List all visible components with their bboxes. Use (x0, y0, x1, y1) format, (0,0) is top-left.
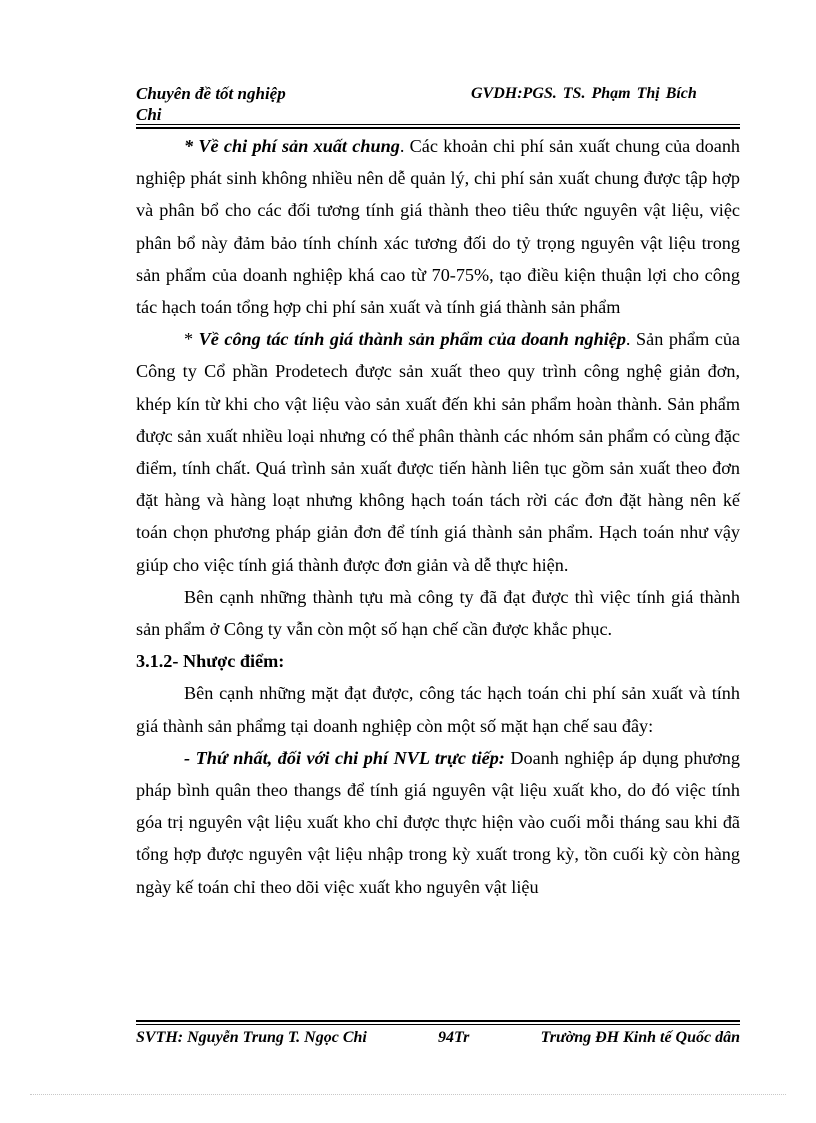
paragraph-lead: - Thứ nhất, đối với chi phí NVL trực tiếp: (184, 747, 505, 768)
section-heading: 3.1.2- Nhược điểm: (136, 651, 285, 672)
paragraph-text: Doanh nghiệp áp dụng phương pháp bình quân theo thangs để tính giá nguyên vật liệu xuất kho, do đó việc tính góa trị nguyên vật liệu xuất kho chỉ được thực hiện vào cuối mỗi tháng sau khi đã tổng hợp được nguyên vật liệu nhập trong kỳ xuất trong kỳ, tồn cuối kỳ còn hàng ngày kế toán chỉ theo dõi việc xuất kho nguyên vật liệu (136, 747, 740, 897)
header-supervisor-continuation: Chi (136, 105, 162, 124)
paragraph-text: . Sản phẩm của Công ty Cổ phần Prodetech được sản xuất theo quy trình công nghệ giản đơn, khép kín từ khi cho vật liệu vào sản xuất đến khi sản phẩm hoàn thành. Sản phẩm được sản xuất nhiều loại nhưng có thể phân thành các nhóm sản phẩm có cùng đặc điểm, tính chất. Quá trình sản xuất được tiến hành liên tục gồm sản xuất theo đơn đặt hàng và hàng loạt nhưng không hạch toán tách rời các đơn đặt hàng nên kế toán chọn phương pháp giản đơn để tính giá thành sản phẩm. Hạch toán như vậy giúp cho việc tính giá thành được đơn giản và dễ thực hiện. (136, 329, 740, 575)
paragraph-weaknesses: Bên cạnh những mặt đạt được, công tác hạch toán chi phí sản xuất và tính giá thành sản phẩmg tại doanh nghiệp còn một số mặt hạn chế sau đây: (136, 683, 740, 736)
paragraph-lead: Về công tác tính giá thành sản phẩm của doanh nghiệp (198, 329, 626, 350)
paragraph-overhead-cost (136, 130, 740, 323)
paragraph-limitations-intro: Bên cạnh những thành tựu mà công ty đã đạt được thì việc tính giá thành sản phẩm ở Công ty vẫn còn một số hạn chế cần được khắc phục. (136, 586, 740, 640)
footer-rule-thick (136, 1020, 740, 1022)
paragraph-costing (136, 323, 740, 581)
header-supervisor: GVDH:PGS. TS. Phạm Thị Bích (471, 85, 697, 102)
header-title: Chuyên đề tốt nghiệp (136, 84, 286, 103)
paragraph-lead: * Về chi phí sản xuất chung (184, 136, 400, 156)
paragraph-text: . Các khoản chi phí sản xuất chung của doanh nghiệp phát sinh không nhiều nên dễ quản lý, chi phí sản xuất chung được tập hợp và phân bổ cho các đối tương tính giá thành theo tiêu thức nguyên vật liệu, việc phân bổ này đảm bảo tính chính xác tương đối do tỷ trọng nguyên vật liệu trong sản phẩm của doanh nghiệp khá cao từ 70-75%, tạo điều kiện thuận lợi cho công tác hạch toán tổng hợp chi phí sản xuất và tính giá thành sản phẩm (136, 136, 741, 318)
footer-student: SVTH: Nguyễn Trung T. Ngọc Chi (136, 1029, 367, 1046)
paragraph-bullet: * (184, 329, 199, 350)
document-body (136, 130, 740, 903)
header-rule-thin (136, 124, 740, 125)
footer-school: Trường ĐH Kinh tế Quốc dân (540, 1029, 740, 1046)
footer-page-number: 94Tr (438, 1029, 470, 1046)
footer (136, 1027, 740, 1049)
paragraph-direct-material (136, 742, 740, 903)
footer-rule-thin (136, 1024, 740, 1025)
header-rule-thick (136, 127, 740, 129)
page-boundary (30, 1094, 786, 1095)
